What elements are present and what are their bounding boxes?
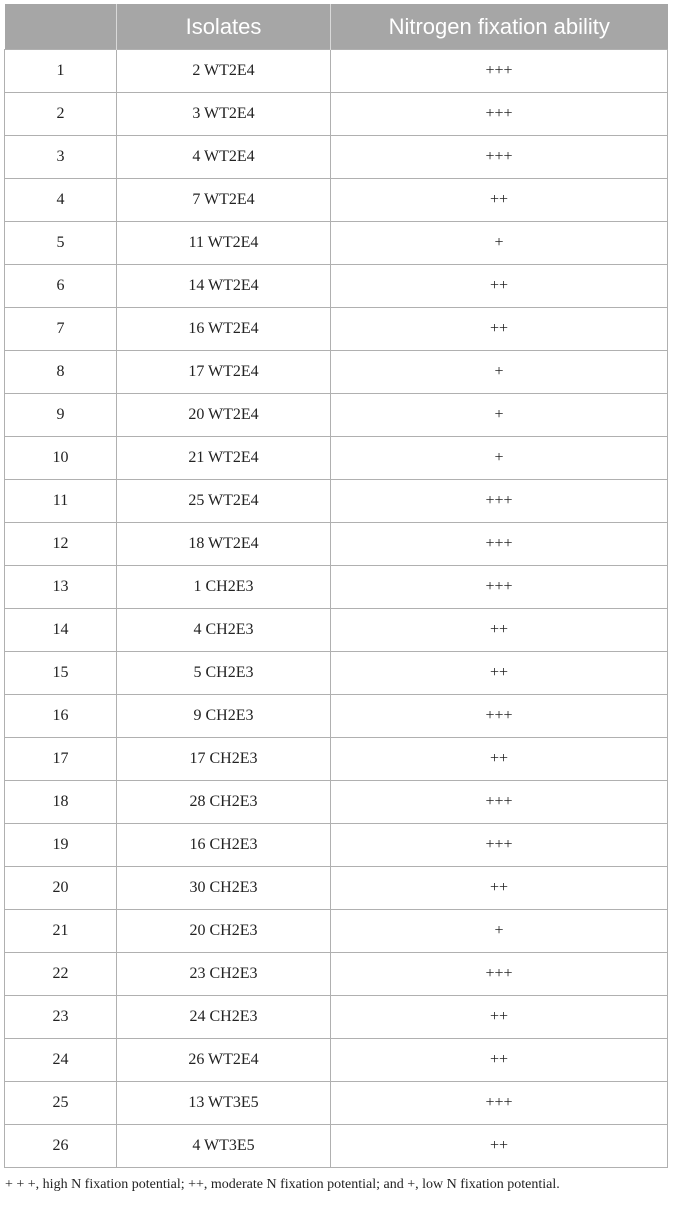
- table-row: [5, 179, 668, 222]
- cell-fixation-ability: +: [331, 351, 668, 394]
- table-row: [5, 566, 668, 609]
- cell-index: 18: [5, 781, 117, 824]
- cell-fixation-ability: +++: [331, 695, 668, 738]
- cell-fixation-ability: +: [331, 437, 668, 480]
- table-row: [5, 50, 668, 93]
- cell-index: 22: [5, 953, 117, 996]
- cell-isolate: 9 CH2E3: [117, 695, 331, 738]
- cell-fixation-ability: ++: [331, 1125, 668, 1168]
- cell-index: 15: [5, 652, 117, 695]
- cell-index: 5: [5, 222, 117, 265]
- cell-index: 13: [5, 566, 117, 609]
- cell-fixation-ability: +: [331, 910, 668, 953]
- table-row: [5, 996, 668, 1039]
- table-row: [5, 953, 668, 996]
- table-row: [5, 351, 668, 394]
- cell-index: 26: [5, 1125, 117, 1168]
- cell-index: 1: [5, 50, 117, 93]
- cell-fixation-ability: ++: [331, 652, 668, 695]
- table-row: [5, 136, 668, 179]
- table-row: [5, 867, 668, 910]
- cell-fixation-ability: +: [331, 222, 668, 265]
- column-header-index: [5, 4, 117, 50]
- cell-index: 6: [5, 265, 117, 308]
- cell-index: 8: [5, 351, 117, 394]
- cell-isolate: 1 CH2E3: [117, 566, 331, 609]
- table-row: [5, 93, 668, 136]
- cell-isolate: 26 WT2E4: [117, 1039, 331, 1082]
- cell-isolate: 5 CH2E3: [117, 652, 331, 695]
- table-row: [5, 523, 668, 566]
- table-container: [4, 4, 667, 1168]
- cell-fixation-ability: ++: [331, 996, 668, 1039]
- cell-isolate: 17 WT2E4: [117, 351, 331, 394]
- cell-index: 12: [5, 523, 117, 566]
- cell-index: 19: [5, 824, 117, 867]
- cell-index: 3: [5, 136, 117, 179]
- column-header-isolates: Isolates: [117, 4, 331, 50]
- cell-index: 21: [5, 910, 117, 953]
- table-row: [5, 824, 668, 867]
- cell-index: 24: [5, 1039, 117, 1082]
- cell-index: 17: [5, 738, 117, 781]
- table-row: [5, 437, 668, 480]
- cell-index: 11: [5, 480, 117, 523]
- cell-fixation-ability: ++: [331, 265, 668, 308]
- table-row: [5, 1039, 668, 1082]
- cell-isolate: 13 WT3E5: [117, 1082, 331, 1125]
- cell-index: 4: [5, 179, 117, 222]
- column-header-nitrogen-fixation: Nitrogen fixation ability: [331, 4, 668, 50]
- table-row: [5, 609, 668, 652]
- cell-fixation-ability: +++: [331, 1082, 668, 1125]
- cell-fixation-ability: ++: [331, 308, 668, 351]
- cell-isolate: 20 CH2E3: [117, 910, 331, 953]
- cell-isolate: 16 WT2E4: [117, 308, 331, 351]
- cell-fixation-ability: ++: [331, 609, 668, 652]
- cell-fixation-ability: +++: [331, 781, 668, 824]
- table-row: [5, 695, 668, 738]
- table-row: [5, 265, 668, 308]
- table-row: [5, 652, 668, 695]
- table-row: [5, 1125, 668, 1168]
- table-row: [5, 781, 668, 824]
- table-row: [5, 394, 668, 437]
- cell-index: 14: [5, 609, 117, 652]
- cell-isolate: 4 WT2E4: [117, 136, 331, 179]
- cell-isolate: 16 CH2E3: [117, 824, 331, 867]
- cell-index: 23: [5, 996, 117, 1039]
- cell-isolate: 4 CH2E3: [117, 609, 331, 652]
- cell-isolate: 24 CH2E3: [117, 996, 331, 1039]
- cell-fixation-ability: +++: [331, 566, 668, 609]
- cell-fixation-ability: +: [331, 394, 668, 437]
- cell-isolate: 18 WT2E4: [117, 523, 331, 566]
- cell-fixation-ability: +++: [331, 93, 668, 136]
- cell-index: 20: [5, 867, 117, 910]
- cell-isolate: 28 CH2E3: [117, 781, 331, 824]
- cell-fixation-ability: +++: [331, 953, 668, 996]
- cell-fixation-ability: ++: [331, 867, 668, 910]
- cell-isolate: 3 WT2E4: [117, 93, 331, 136]
- cell-isolate: 7 WT2E4: [117, 179, 331, 222]
- table-row: [5, 308, 668, 351]
- table-footnote: + + +, high N fixation potential; ++, moderate N fixation potential; and +, low N fixation potential.: [5, 1177, 560, 1192]
- cell-fixation-ability: +++: [331, 523, 668, 566]
- cell-isolate: 4 WT3E5: [117, 1125, 331, 1168]
- cell-isolate: 2 WT2E4: [117, 50, 331, 93]
- cell-fixation-ability: +++: [331, 480, 668, 523]
- cell-fixation-ability: +++: [331, 824, 668, 867]
- cell-fixation-ability: ++: [331, 1039, 668, 1082]
- cell-index: 7: [5, 308, 117, 351]
- cell-index: 2: [5, 93, 117, 136]
- cell-index: 16: [5, 695, 117, 738]
- cell-isolate: 21 WT2E4: [117, 437, 331, 480]
- header-row: [5, 4, 668, 50]
- cell-isolate: 23 CH2E3: [117, 953, 331, 996]
- cell-isolate: 17 CH2E3: [117, 738, 331, 781]
- cell-isolate: 11 WT2E4: [117, 222, 331, 265]
- table-row: [5, 222, 668, 265]
- table-row: [5, 1082, 668, 1125]
- cell-isolate: 25 WT2E4: [117, 480, 331, 523]
- table-body: [5, 50, 668, 1168]
- cell-fixation-ability: +++: [331, 136, 668, 179]
- cell-fixation-ability: ++: [331, 179, 668, 222]
- table-row: [5, 910, 668, 953]
- data-table: [4, 4, 668, 1168]
- table-row: [5, 738, 668, 781]
- cell-index: 10: [5, 437, 117, 480]
- cell-isolate: 14 WT2E4: [117, 265, 331, 308]
- cell-isolate: 30 CH2E3: [117, 867, 331, 910]
- cell-fixation-ability: +++: [331, 50, 668, 93]
- cell-isolate: 20 WT2E4: [117, 394, 331, 437]
- cell-index: 25: [5, 1082, 117, 1125]
- table-row: [5, 480, 668, 523]
- cell-fixation-ability: ++: [331, 738, 668, 781]
- cell-index: 9: [5, 394, 117, 437]
